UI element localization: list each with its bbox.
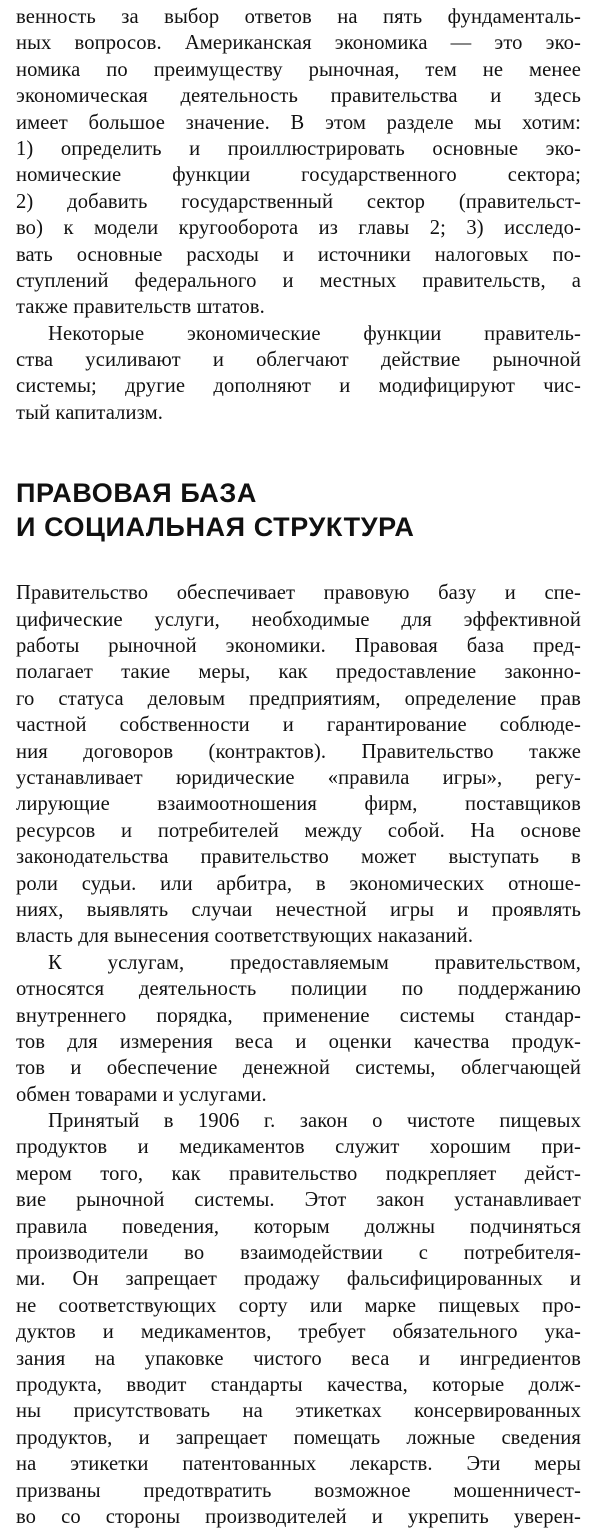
intro-paragraph-1	[16, 4, 581, 321]
text-line: во со стороны производителей и укрепить уверен-	[16, 1505, 581, 1528]
text-line: не соответствующих сорту или марке пищевых про-	[16, 1294, 581, 1317]
text-line: ных вопросов. Американская экономика — это эко-	[16, 32, 581, 55]
text-line: продуктов, и запрещает помещать ложные сведения	[16, 1426, 581, 1449]
book-page	[16, 4, 581, 1530]
text-line: вать основные расходы и источники налоговых по-	[16, 243, 581, 266]
text-line: мером того, как правительство подкрепляет дейст-	[16, 1162, 581, 1185]
text-line: во) к модели кругооборота из главы 2; 3) исследо-	[16, 217, 581, 240]
text-line: тый капитализм.	[16, 401, 164, 424]
section-paragraph-2	[16, 950, 581, 1108]
text-line: работы рыночной экономики. Правовая база пред-	[16, 635, 581, 658]
text-line: ми. Он запрещает продажу фальсифицированных и	[16, 1268, 581, 1291]
text-line: го статуса деловым предприятиям, определение прав	[16, 687, 581, 710]
text-line: Принятый в 1906 г. закон о чистоте пищевых	[48, 1110, 581, 1133]
text-line: 1) определить и проиллюстрировать основные эко-	[16, 137, 581, 160]
text-line: обмен товарами и услугами.	[16, 1083, 267, 1106]
text-line: ресурсов и потребителей между собой. На основе	[16, 819, 581, 842]
text-line: роли судьи. или арбитра, в экономических отноше-	[16, 872, 581, 895]
text-line: продукта, вводит стандарты качества, которые долж-	[16, 1373, 581, 1396]
text-line: венность за выбор ответов на пять фундаменталь-	[16, 6, 581, 28]
text-line: власть для вынесения соответствующих наказаний.	[16, 925, 474, 948]
text-line: системы; другие дополняют и модифицируют чис-	[16, 375, 581, 398]
text-line: ступлений федерального и местных правительств, а	[16, 269, 581, 292]
text-line: экономическая деятельность правительства и здесь	[16, 85, 581, 108]
text-line: тов для измерения веса и оценки качества продук-	[16, 1030, 581, 1053]
text-line: зания на упаковке чистого веса и ингредиентов	[16, 1347, 581, 1370]
text-line: лирующие взаимоотношения фирм, поставщиков	[16, 793, 581, 816]
text-line: ны присутствовать на этикетках консервированных	[16, 1400, 581, 1423]
intro-paragraph-2	[16, 321, 581, 427]
section-paragraph-3	[16, 1108, 581, 1530]
section-heading-line: И СОЦИАЛЬНАЯ СТРУКТУРА	[16, 512, 415, 543]
text-line: на этикетки патентованных лекарств. Эти меры	[16, 1453, 581, 1476]
text-line: цифические услуги, необходимые для эффективной	[16, 608, 581, 631]
text-line: полагает такие меры, как предоставление законно-	[16, 661, 581, 684]
text-line: 2) добавить государственный сектор (правительст-	[16, 190, 581, 213]
text-line: производители во взаимодействии с потребителя-	[16, 1242, 581, 1265]
text-line: правила поведения, которым должны подчиняться	[16, 1215, 581, 1238]
text-line: ниях, выявлять случаи нечестной игры и проявлять	[16, 898, 581, 921]
text-line: Правительство обеспечивает правовую базу и спе-	[16, 582, 581, 605]
text-line: законодательства правительство может выступать в	[16, 846, 581, 869]
text-line: Некоторые экономические функции правитель-	[48, 322, 581, 345]
text-line: устанавливает юридические «правила игры», регу-	[16, 766, 581, 789]
text-line: номические функции государственного сектора;	[16, 164, 581, 187]
text-line: продуктов и медикаментов служит хорошим при-	[16, 1136, 581, 1159]
text-line: также правительств штатов.	[16, 296, 265, 319]
text-line: относятся деятельность полиции по поддержанию	[16, 978, 581, 1001]
text-line: К услугам, предоставляемым правительством,	[48, 951, 581, 974]
section-heading	[16, 476, 581, 544]
text-line: внутреннего порядка, применение системы стандар-	[16, 1004, 581, 1027]
text-line: дуктов и медикаментов, требует обязательного ука-	[16, 1321, 581, 1344]
text-line: тов и обеспечение денежной системы, облегчающей	[16, 1057, 581, 1080]
text-line: частной собственности и гарантирование соблюде-	[16, 714, 581, 737]
text-line: призваны предотвратить возможное мошенничест-	[16, 1479, 581, 1502]
text-line: номика по преимуществу рыночная, тем не менее	[16, 58, 581, 81]
text-line: ния договоров (контрактов). Правительство также	[16, 740, 581, 763]
text-line: вие рыночной системы. Этот закон устанавливает	[16, 1189, 581, 1212]
text-line: ства усиливают и облегчают действие рыночной	[16, 349, 581, 372]
section-paragraph-1	[16, 580, 581, 949]
section-heading-line: ПРАВОВАЯ БАЗА	[16, 478, 258, 509]
text-line: имеет большое значение. В этом разделе мы хотим:	[16, 111, 581, 134]
